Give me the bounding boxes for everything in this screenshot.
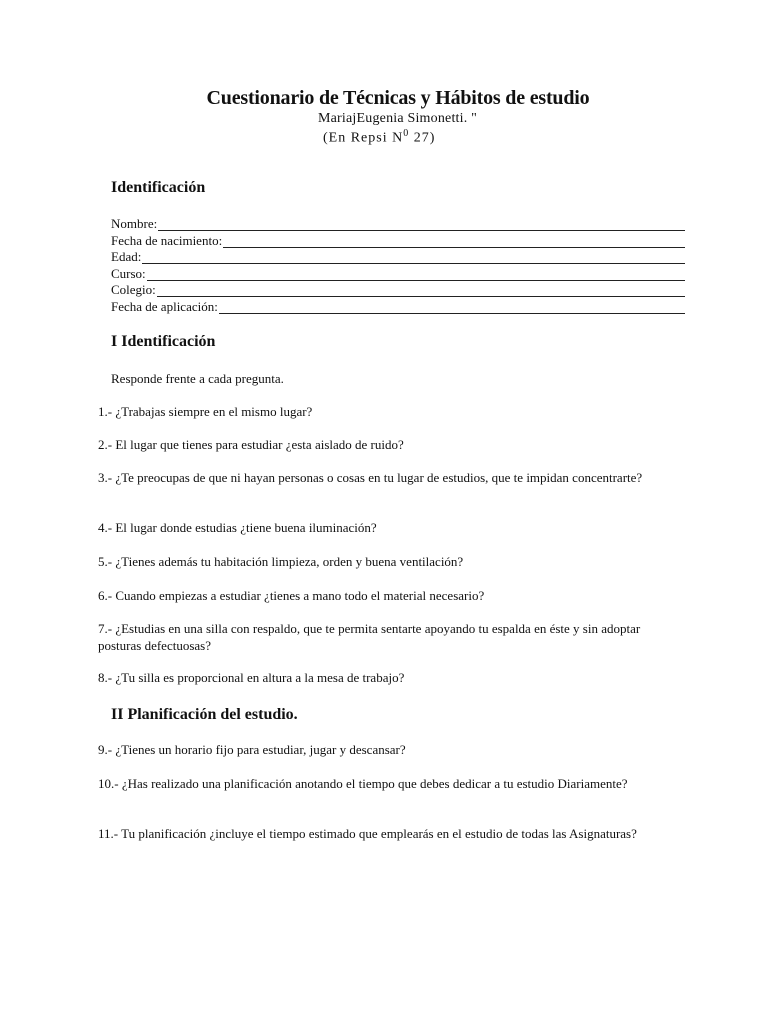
section-heading-ii: II Planificación del estudio.: [111, 706, 298, 723]
question-2: 2.- El lugar que tienes para estudiar ¿esta aislado de ruido?: [98, 437, 404, 452]
field-label: Colegio:: [111, 282, 156, 297]
question-6: 6.- Cuando empiezas a estudiar ¿tienes a mano todo el material necesario?: [98, 588, 485, 603]
question-9: 9.- ¿Tienes un horario fijo para estudiar, jugar y descansar?: [98, 742, 406, 757]
field-fecha-aplicacion[interactable]: [111, 297, 685, 314]
section-heading-identificacion: Identificación: [111, 179, 206, 196]
field-label: Curso:: [111, 266, 146, 281]
source-prefix: (En Repsi N: [323, 130, 404, 146]
question-4: 4.- El lugar donde estudias ¿tiene buena iluminación?: [98, 520, 377, 535]
question-7: 7.- ¿Estudias en una silla con respaldo, que te permita sentarte apoyando tu espalda en éste y sin adoptar posturas defectuosas?: [98, 621, 641, 653]
question-1: 1.- ¿Trabajas siempre en el mismo lugar?: [98, 404, 313, 419]
field-curso[interactable]: [111, 264, 685, 281]
question-8: 8.- ¿Tu silla es proporcional en altura a la mesa de trabajo?: [98, 670, 405, 685]
field-underline: [142, 251, 685, 264]
author-line: MariajEugenia Simonetti. ": [318, 111, 478, 126]
field-underline: [158, 218, 685, 231]
question-5: 5.- ¿Tienes además tu habitación limpieza, orden y buena ventilación?: [98, 554, 464, 569]
question-10: 10.- ¿Has realizado una planificación anotando el tiempo que debes dedicar a tu estudio Diariamente?: [98, 776, 628, 791]
field-edad[interactable]: [111, 247, 685, 264]
field-underline: [219, 301, 685, 314]
question-3: 3.- ¿Te preocupas de que ni hayan personas o cosas en tu lugar de estudios, que te impidan concentrarte?: [98, 470, 643, 485]
field-colegio[interactable]: [111, 280, 685, 297]
document-title: Cuestionario de Técnicas y Hábitos de estudio: [206, 87, 590, 109]
question-11: 11.- Tu planificación ¿incluye el tiempo estimado que emplearás en el estudio de todas las Asignaturas?: [98, 826, 637, 841]
field-label: Edad:: [111, 249, 142, 264]
instruction-text: Responde frente a cada pregunta.: [111, 371, 284, 386]
field-label: Fecha de nacimiento:: [111, 233, 223, 248]
source-suffix: 27): [409, 130, 436, 146]
field-nombre[interactable]: [111, 214, 685, 231]
field-label: Nombre:: [111, 216, 158, 231]
source-superscript: 0: [403, 128, 410, 139]
field-fecha-nacimiento[interactable]: [111, 231, 685, 248]
source-reference: [323, 128, 435, 147]
field-label: Fecha de aplicación:: [111, 299, 218, 314]
field-underline: [157, 284, 685, 297]
section-heading-i: I Identificación: [111, 333, 216, 350]
